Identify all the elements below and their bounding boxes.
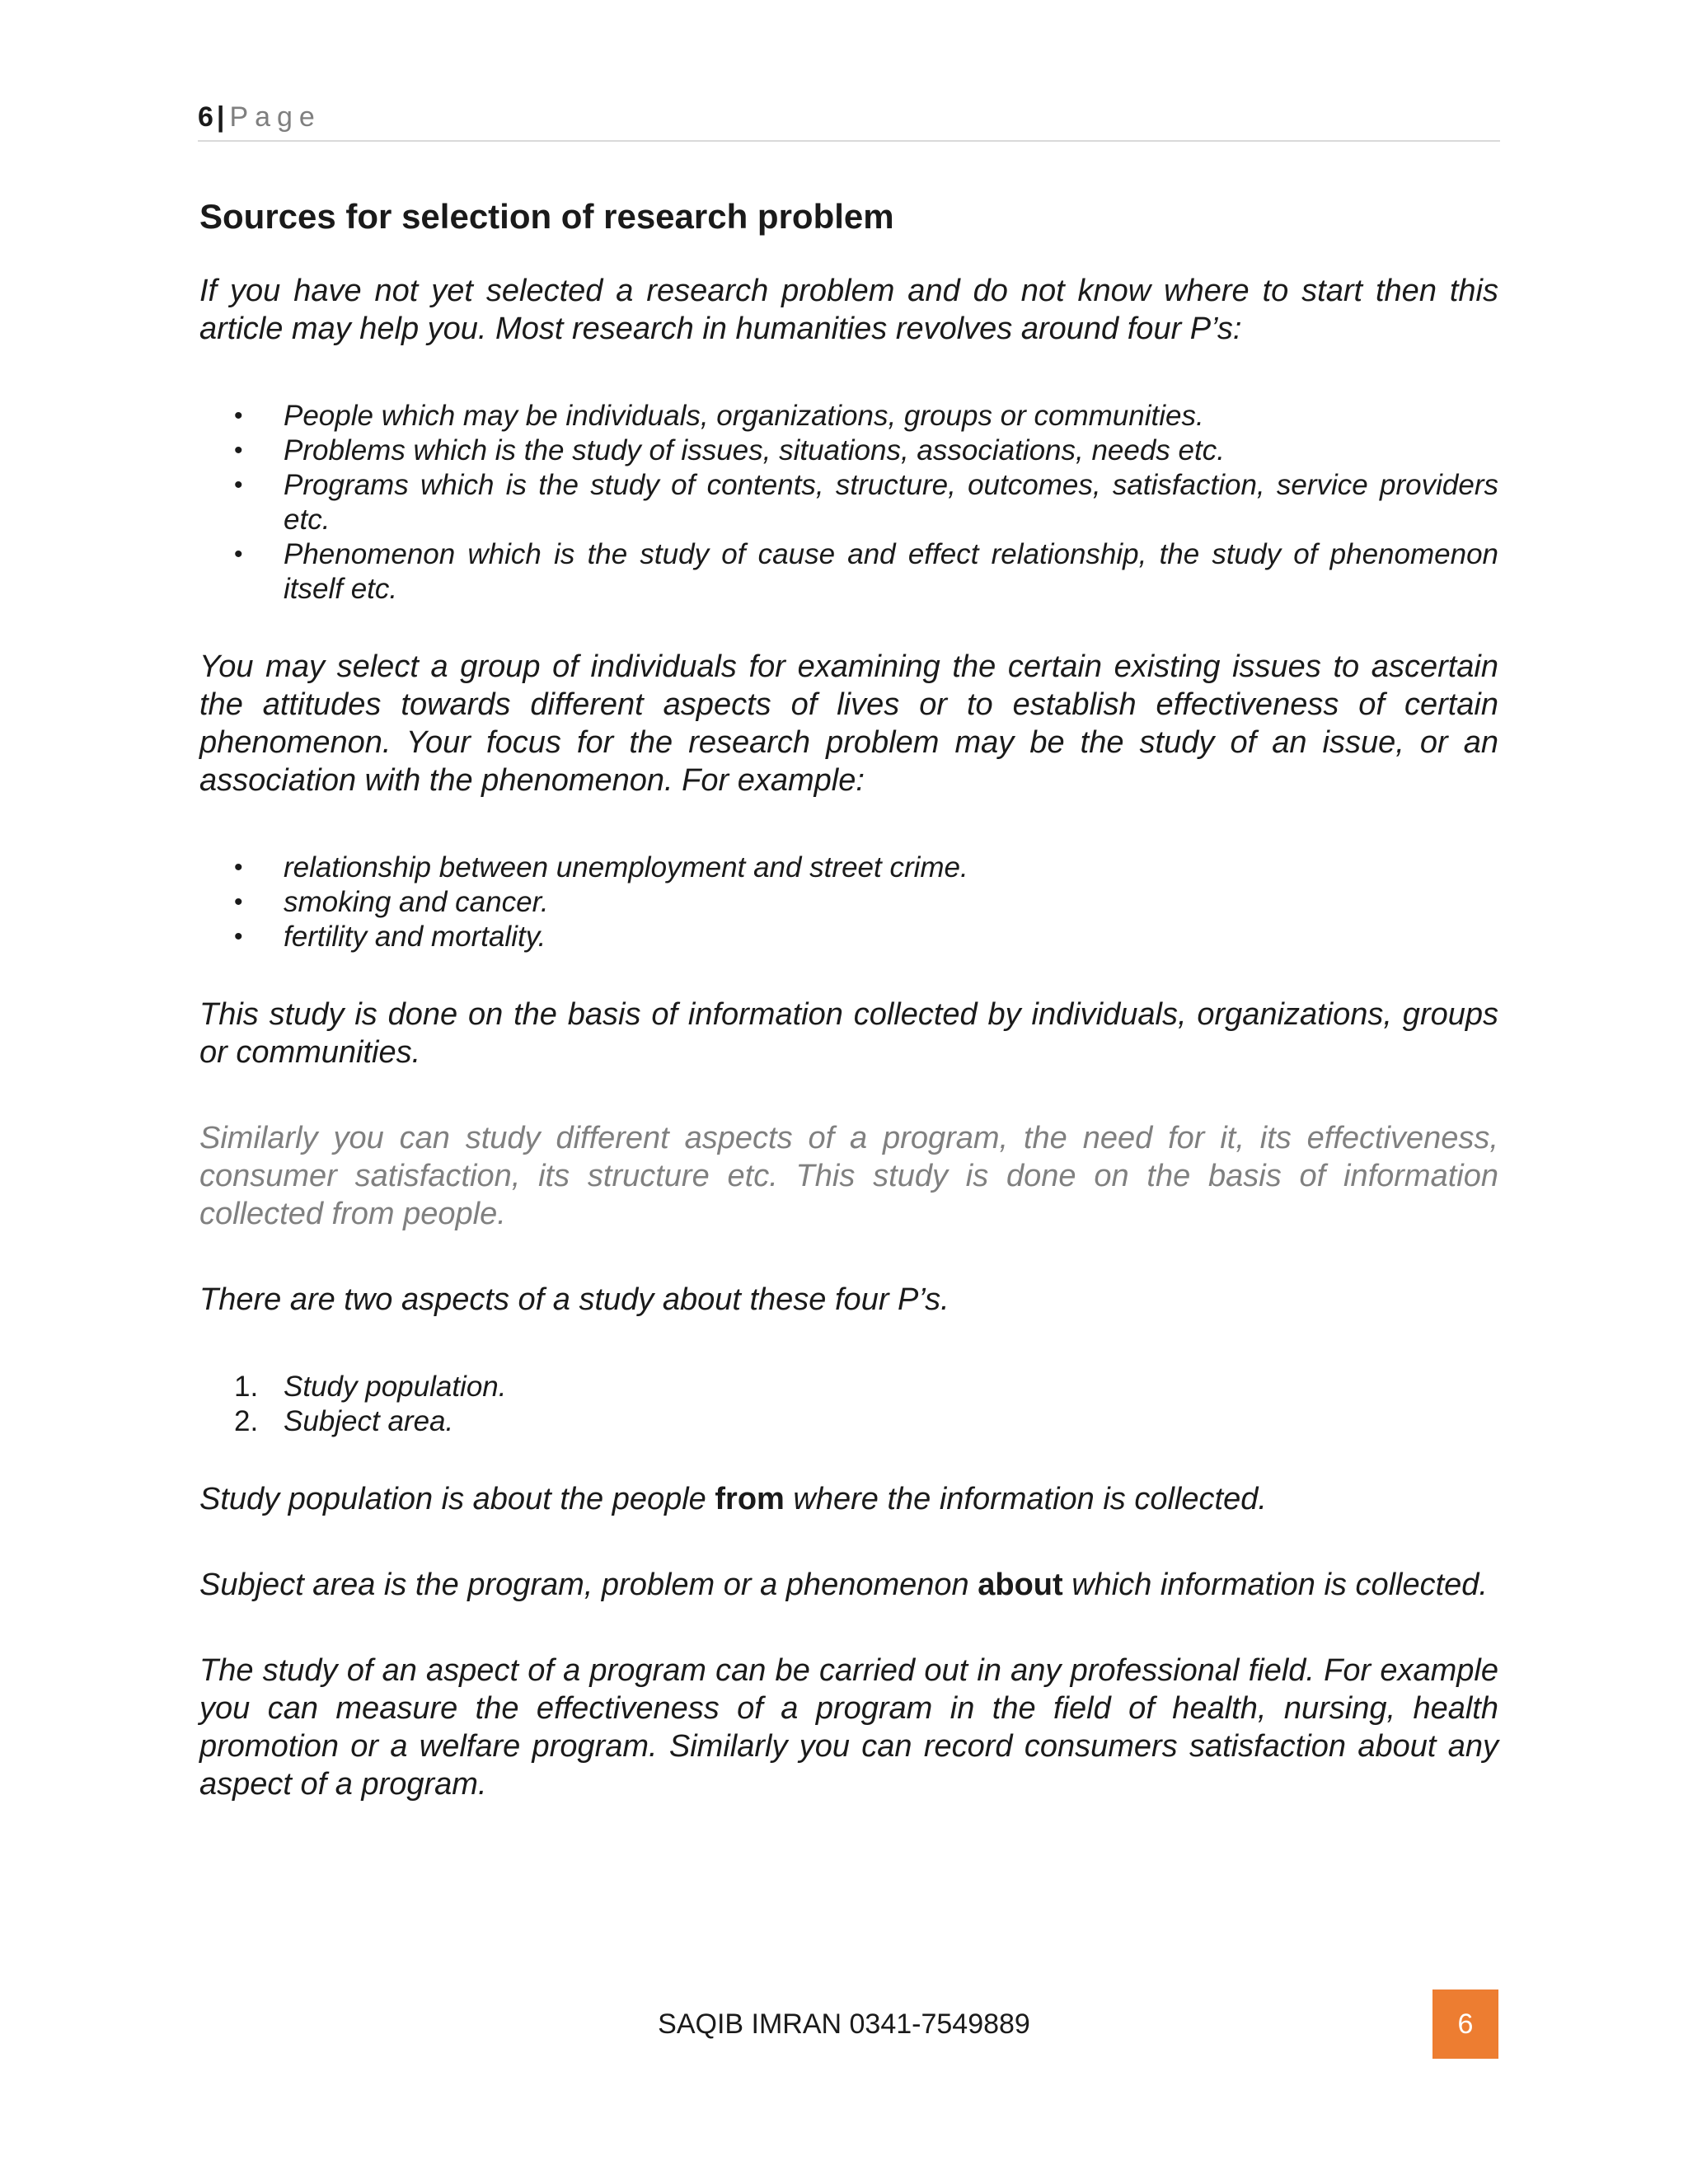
- bullet-icon: •: [234, 437, 243, 464]
- list-item-text: smoking and cancer.: [284, 886, 549, 918]
- list-item-text: Phenomenon which is the study of cause and effect relationship, the study of phenomenon itself etc.: [284, 538, 1498, 605]
- list-item-text: fertility and mortality.: [284, 921, 546, 953]
- program-paragraph: Similarly you can study different aspects of a program, the need for it, its effectiveness, consumer satisfaction, its structure etc. This study is done on the basis of information collected from people.: [199, 1121, 1498, 1231]
- list-item-text: Subject area.: [284, 1405, 454, 1437]
- list-item-text: Study population.: [284, 1371, 507, 1403]
- bullet-icon: •: [234, 854, 243, 881]
- list-item: [199, 468, 1498, 537]
- examples-list: [199, 851, 1498, 954]
- list-item: [199, 399, 1498, 434]
- list-item: [199, 537, 1498, 607]
- list-item-text: relationship between unemployment and street crime.: [284, 851, 968, 883]
- list-item: [199, 851, 1498, 885]
- list-number: 1.: [234, 1371, 259, 1403]
- four-ps-list: [199, 399, 1498, 607]
- subject-area-paragraph: [199, 1566, 1498, 1604]
- subject-area-text-after: which information is collected.: [1062, 1568, 1488, 1602]
- list-item: [199, 920, 1498, 954]
- list-item: [199, 1404, 1498, 1439]
- subject-area-text-before: Subject area is the program, problem or a phenomenon: [199, 1568, 978, 1602]
- bullet-icon: •: [234, 471, 243, 499]
- header-separator: |: [216, 101, 225, 133]
- bullet-icon: •: [234, 923, 243, 950]
- bullet-icon: •: [234, 402, 243, 429]
- list-number: 2.: [234, 1405, 259, 1437]
- study-population-text-before: Study population is about the people: [199, 1482, 715, 1516]
- list-item: [199, 885, 1498, 920]
- list-item-text: People which may be individuals, organizations, groups or communities.: [284, 400, 1204, 432]
- professional-field-paragraph: The study of an aspect of a program can be carried out in any professional field. For example you can measure the effectiveness of a program in the field of health, nursing, health promotion or a welfare program. Similarly you can record consumers satisfaction about any aspect of a program.: [199, 1653, 1498, 1802]
- study-population-paragraph: [199, 1480, 1498, 1518]
- intro-paragraph: If you have not yet selected a research problem and do not know where to start then this article may help you. Most research in humanities revolves around four P’s:: [199, 274, 1498, 346]
- footer-author-contact: SAQIB IMRAN 0341-7549889: [658, 2008, 1030, 2040]
- select-group-paragraph: You may select a group of individuals for examining the certain existing issues to ascertain the attitudes towards different aspects of lives or to establish effectiveness of certain phenomenon. Your focus for the research problem may be the study of an issue, or an association with the phenomenon. For example:: [199, 649, 1498, 798]
- list-item: [199, 1370, 1498, 1404]
- two-aspects-paragraph: There are two aspects of a study about these four P’s.: [199, 1282, 950, 1317]
- header-page-word: Page: [229, 101, 321, 133]
- footer-page-number-box: 6: [1432, 1990, 1498, 2059]
- bullet-icon: •: [234, 541, 243, 568]
- list-item-text: Programs which is the study of contents, structure, outcomes, satisfaction, service providers etc.: [284, 469, 1498, 536]
- section-title: Sources for selection of research problem: [199, 197, 894, 236]
- header-page-number: 6: [198, 101, 213, 133]
- page-content: [199, 194, 1498, 1803]
- study-population-text-after: where the information is collected.: [784, 1482, 1267, 1516]
- study-population-bold: from: [715, 1482, 785, 1516]
- list-item: [199, 434, 1498, 468]
- basis-paragraph: This study is done on the basis of information collected by individuals, organizations, groups or communities.: [199, 997, 1498, 1070]
- page-header: [198, 97, 1500, 142]
- list-item-text: Problems which is the study of issues, situations, associations, needs etc.: [284, 434, 1225, 466]
- subject-area-bold: about: [978, 1568, 1063, 1602]
- bullet-icon: •: [234, 888, 243, 916]
- aspects-list: [199, 1370, 1498, 1439]
